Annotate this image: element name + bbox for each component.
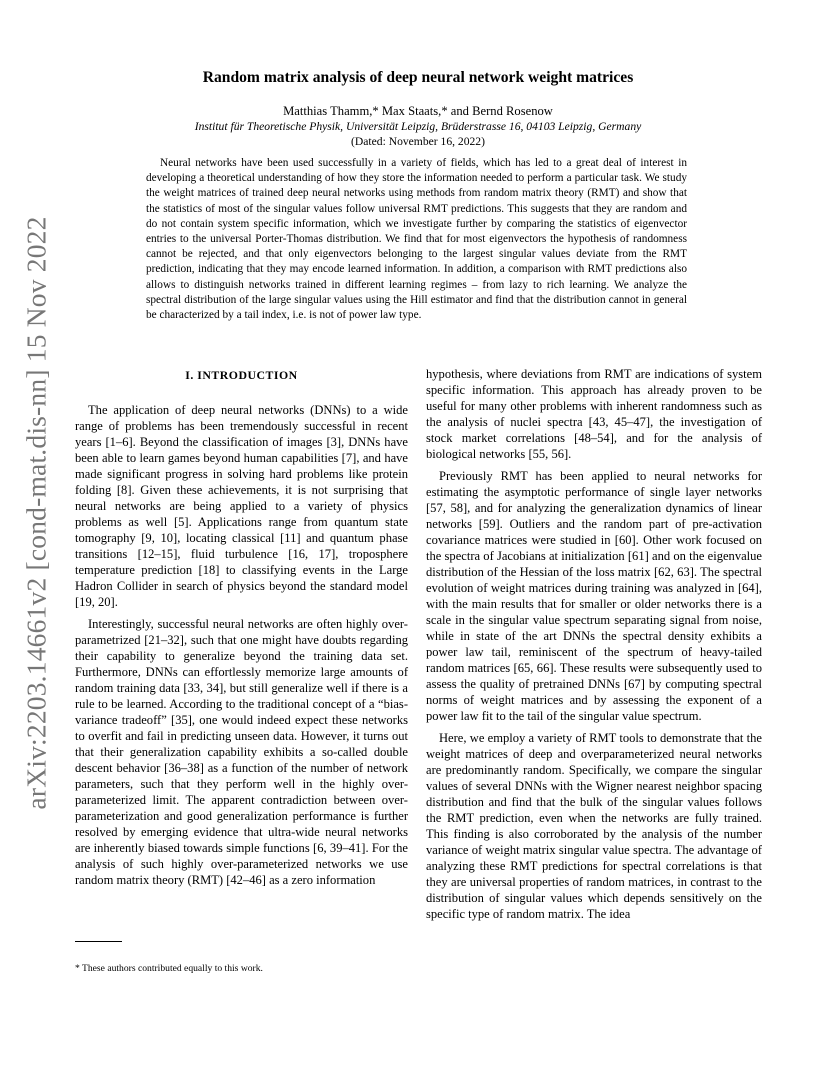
affiliation: Institut für Theoretische Physik, Universität Leipzig, Brüderstrasse 16, 04103 Leipzig, Germany	[194, 120, 642, 133]
arxiv-identifier-stamp	[12, 185, 62, 840]
footnote-rule	[75, 941, 122, 942]
arxiv-identifier-text: arXiv:2203.14661v2 [cond-mat.dis-nn] 15 Nov 2022	[21, 215, 53, 810]
paragraph: Interestingly, successful neural networks are often highly over-parametrized [21–32], such that one might have doubts regarding their capability to generalize beyond the training data set. Furthermore, DNNs can effortlessly memorize large amounts of random training data [33, 34], but still generalize well if there is a rule to be learned. According to the traditional concept of a “bias-variance tradeoff” [35], one would indeed expect these networks to overfit and fail in predicting unseen data. However, it turns out that their generalization capability exhibits a so-called double descent behavior [36–38] as a function of the number of network parameters, such that they perform well in the highly over-parameterized limit. The apparent contradiction between over-parameterization and good generalization performance is further resolved by emerging evidence that ultra-wide neural networks are inherently biased towards simple functions [6, 39–41]. For the analysis of such highly over-parameterized networks we use random matrix theory (RMT) [42–46] as a zero information	[75, 617, 408, 887]
right-column	[426, 366, 762, 928]
left-column	[75, 366, 408, 894]
paragraph: The application of deep neural networks (DNNs) to a wide range of problems has been tremendously successful in recent years [1–6]. Beyond the classification of images [3], DNNs have been able to learn games beyond human capabilities [7], and have made significant progress in solving hard problems like protein folding [8]. Given these achievements, it is not surprising that neural networks are being applied to a variety of physics problems as well [5]. Applications range from quantum state tomography [9, 10], locating classical [11] and quantum phase transitions [12–15], fluid turbulence [16, 17], troposphere temperature prediction [18] to classifying events in the Large Hadron Collider in search of physics beyond the standard model [19, 20].	[75, 403, 408, 609]
date-line: (Dated: November 16, 2022)	[351, 135, 485, 148]
footnote: * These authors contributed equally to this work.	[75, 963, 263, 974]
paragraph: hypothesis, where deviations from RMT are indications of system specific information. This approach has already proven to be useful for many other problems with inherent randomness such as the analysis of nuclei spectra [43, 45–47], the investigation of stock market correlations [48–54], and for the analysis of biological networks [55, 56].	[426, 367, 762, 461]
author-list: Matthias Thamm,* Max Staats,* and Bernd Rosenow	[283, 104, 553, 118]
abstract: Neural networks have been used successfully in a variety of fields, which has led to a great deal of interest in developing a theoretical understanding of how they store the information needed to perform a particular task. We study the weight matrices of trained deep neural networks using methods from random matrix theory (RMT) and show that the statistics of most of the singular values follow universal RMT predictions. This suggests that they are random and do not contain system specific information, which we investigate further by comparing the statistics of eigenvector entries to the universal Porter-Thomas distribution. We find that for most eigenvectors the hypothesis of randomness cannot be rejected, and that only eigenvectors belonging to the largest singular values deviate from the RMT prediction, indicating that they may encode learned information. In addition, a comparison with RMT predictions also allows to distinguish networks trained in different learning regimes – from lazy to rich learning. We analyze the spectral distribution of the large singular values using the Hill estimator and find that the distribution cannot in general be characterized by a tail index, i.e. is not of power law type.	[146, 157, 687, 322]
paper-title: Random matrix analysis of deep neural network weight matrices	[202, 69, 634, 86]
section-heading: I. INTRODUCTION	[185, 368, 298, 382]
paragraph: Here, we employ a variety of RMT tools to demonstrate that the weight matrices of deep and overparameterized neural networks are predominantly random. Specifically, we compare the singular values of several DNNs with the Wigner nearest neighbor spacing distribution and find that the bulk of the singular values follows the RMT prediction, even when the networks are fully trained. This finding is also corroborated by the analysis of the number variance of weight matrix singular value spectra. The advantage of analyzing these RMT predictions for spectral correlations is that they are universal properties of random matrices, in contrast to the distribution of singular values which depends sensitively on the specific type of random matrix. The idea	[426, 731, 762, 921]
paragraph: Previously RMT has been applied to neural networks for estimating the asymptotic performance of single layer networks [57, 58], and for analyzing the generalization dynamics of linear networks [59]. Outliers and the random part of pre-activation covariance matrices were studied in [60]. Other work focused on the spectra of Jacobians at initialization [61] and on the eigenvalue distribution of the Hessian of the loss matrix [62, 63]. The spectral evolution of weight matrices during training was analyzed in [64], with the main results that for smaller or older networks there is a scale in the singular value spectrum separating signal from noise, while in state of the art DNNs the spectral density exhibits a power law tail, reminiscent of the spectrum of heavy-tailed random matrices [65, 66]. These results were subsequently used to assess the quality of pretrained DNNs [67] by computing spectral norms of weight matrices and by assessing the exponent of a power law fit to the tail of the singular value spectrum.	[426, 469, 762, 723]
